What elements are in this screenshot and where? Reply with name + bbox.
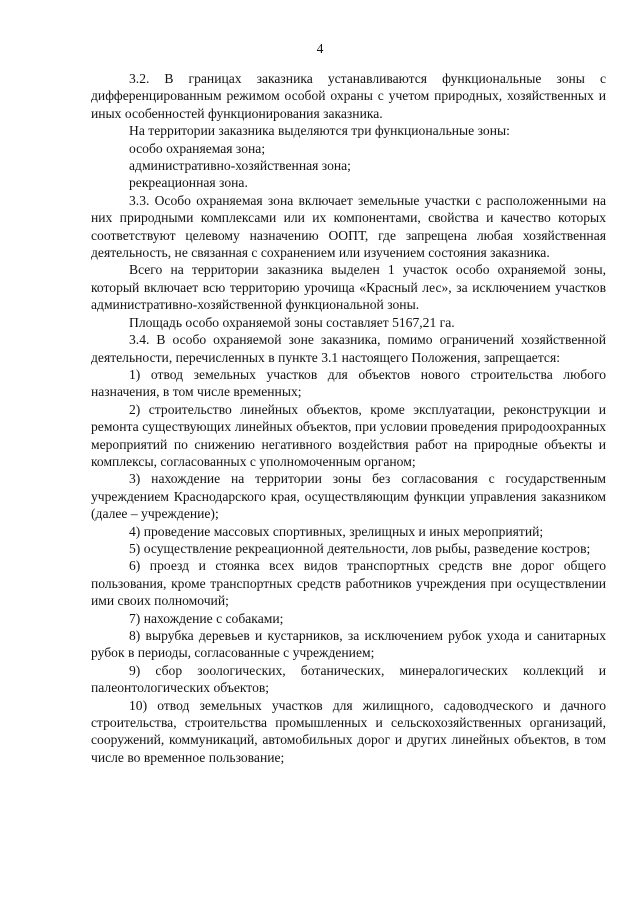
- paragraph: Площадь особо охраняемой зоны составляет 5167,21 га.: [129, 314, 455, 330]
- list-item: 2) строительство линейных объектов, кроме эксплуатации, реконструкции и ремонта существующих линейных объектов, при условии проведения природоохранных мероприятий по снижению негативного воздействия работ на природные объекты и комплексы, согласованных с уполномоченным органом;: [91, 401, 606, 469]
- list-item: 1) отвод земельных участков для объектов нового строительства любого назначения, в том числе временных;: [91, 366, 606, 400]
- list-item: 5) осуществление рекреационной деятельности, лов рыбы, разведение костров;: [129, 540, 591, 556]
- page-number: 4: [316, 41, 324, 56]
- document-body: [91, 70, 606, 766]
- list-item: 10) отвод земельных участков для жилищного, садоводческого и дачного строительства, строительства промышленных и сельскохозяйственных организаций, сооружений, коммуникаций, автомобильных дорог и других линейных объектов, в том числе во временное пользование;: [91, 697, 606, 765]
- paragraph: Всего на территории заказника выделен 1 участок особо охраняемой зоны, который включает всю территорию урочища «Красный лес», за исключением участков административно-хозяйственной функциональной зоны.: [91, 262, 606, 313]
- list-item: 3) нахождение на территории зоны без согласования с государственным учреждением Краснодарского края, осуществляющим функции управления заказником (далее – учреждение);: [91, 471, 606, 522]
- paragraph: 3.3. Особо охраняемая зона включает земельные участки с расположенными на них природными комплексами или их компонентами, свойства и качество которых соответствуют целевому назначению ООПТ, где запрещена любая хозяйственная деятельность, не связанная с сохранением или изучением состояния заказника.: [91, 192, 606, 261]
- list-item: 9) сбор зоологических, ботанических, минералогических коллекций и палеонтологических объектов;: [91, 662, 606, 696]
- list-item: 8) вырубка деревьев и кустарников, за исключением рубок ухода и санитарных рубок в периоды, согласованные с учреждением;: [91, 628, 606, 661]
- list-item: 4) проведение массовых спортивных, зрелищных и иных мероприятий;: [129, 523, 544, 539]
- paragraph: 3.2. В границах заказника устанавливаются функциональные зоны с дифференцированным режимом особой охраны с учетом природных, хозяйственных и иных особенностей функционирования заказника.: [91, 71, 606, 121]
- list-item: 7) нахождение с собаками;: [129, 610, 284, 626]
- paragraph: особо охраняемая зона;: [129, 140, 266, 156]
- paragraph: На территории заказника выделяются три функциональные зоны:: [129, 123, 510, 139]
- paragraph: рекреационная зона.: [129, 175, 248, 191]
- paragraph: административно-хозяйственная зона;: [129, 158, 351, 174]
- paragraph: 3.4. В особо охраняемой зоне заказника, помимо ограничений хозяйственной деятельности, перечисленных в пункте 3.1 настоящего Положения, запрещается:: [91, 332, 606, 365]
- list-item: 6) проезд и стоянка всех видов транспортных средств вне дорог общего пользования, кроме транспортных средств работников учреждения при осуществлении ими своих полномочий;: [91, 558, 606, 609]
